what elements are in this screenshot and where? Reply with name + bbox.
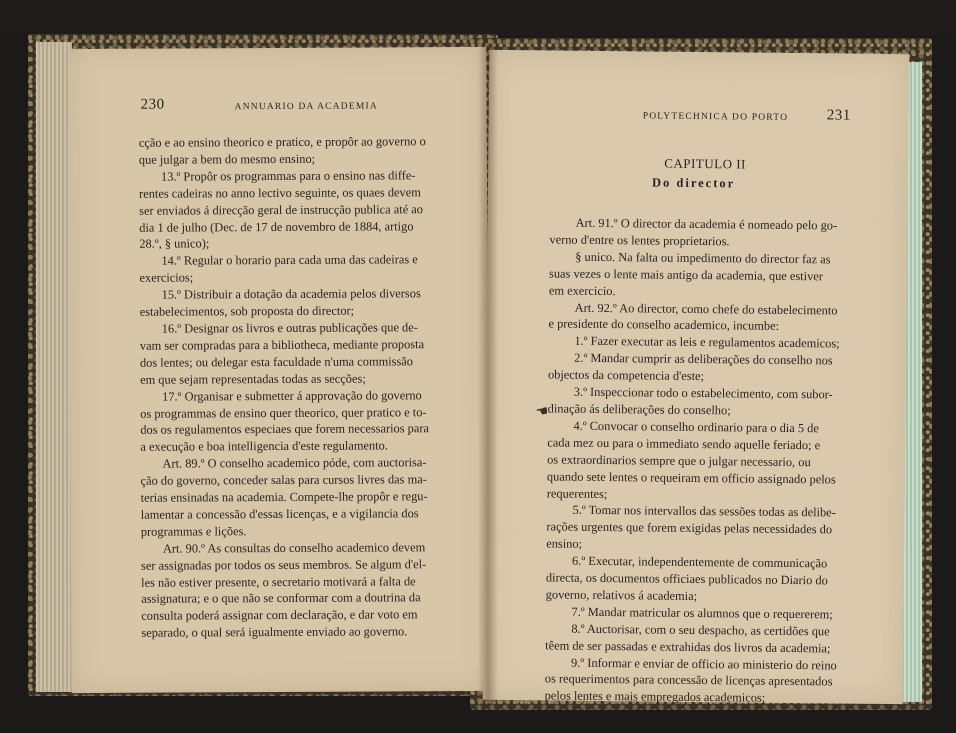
text-line: 7.º Mandar matricular os alumnos que o requererem;	[571, 604, 833, 622]
text-line: rentes cadeiras no anno lectivo seguinte, os quaes devem	[139, 184, 421, 201]
text-line: 3.º Inspeccionar todo o estabelecimento, com subor-	[573, 384, 833, 402]
text-line: 1.º Fazer executar as leis e regulamentos academicos;	[574, 334, 840, 351]
right-page-number: 231	[826, 107, 851, 124]
text-line: les não estiver presente, o secretario motivará a falta de	[141, 573, 416, 590]
text-line: lamentar a concessão d'essas licenças, e a vigilancia dos	[140, 506, 419, 522]
chapter-heading: CAPITULO II	[664, 155, 746, 172]
text-line: em exercicio.	[548, 283, 616, 298]
text-line: quando sete lentes o requeiram em officio assignado pelos	[546, 469, 836, 487]
text-line: terias ensinadas na academia. Compete-lhe propôr e regu-	[140, 489, 428, 505]
left-page	[68, 47, 489, 693]
left-page-text	[139, 133, 430, 642]
text-line: Art. 90.º As consultas do conselho academico devem	[162, 539, 426, 556]
left-running-header: ANNUARIO DA ACADEMIA	[234, 101, 378, 113]
text-line: os extraordinarios sempre que o julgar necessario, ou	[547, 452, 811, 469]
text-line: 9.º Informar e enviar de officio ao ministerio do reino	[570, 655, 837, 673]
section-heading: Do director	[651, 175, 736, 191]
text-line: a execução e boa intelligencia d'este regulamento.	[140, 438, 388, 455]
pointing-hand-mark-icon: ☚	[534, 404, 550, 421]
left-page-number: 230	[140, 96, 165, 113]
text-line: separado, o qual será igualmente enviado ao governo.	[141, 624, 408, 641]
text-line: directa, os documentos officiaes publicados no Diario do	[545, 570, 828, 588]
text-line: ensino;	[546, 536, 583, 552]
text-line: os programmas de ensino quer theorico, quer pratico e to-	[140, 404, 427, 421]
text-line: têem de ser passadas e extrahidas dos livros da academia;	[545, 638, 831, 656]
book-gutter	[478, 44, 498, 704]
right-page	[483, 50, 910, 704]
text-line: que julgar a bem do mesmo ensino;	[138, 151, 316, 167]
text-line: 2.º Mandar cumprir as deliberações do conselho nos	[574, 350, 833, 368]
background	[0, 0, 956, 36]
text-line: cção e ao ensino theorico e pratico, e propôr ao governo o	[138, 134, 426, 150]
text-line: 6.º Executar, independentemente de communicação	[571, 553, 828, 571]
text-line: os requerimentos para concessão de licenças apresentados	[544, 671, 833, 689]
right-page-text	[545, 214, 842, 707]
text-line: programmas e lições.	[140, 524, 247, 539]
text-line: 17.º Organisar e submetter á approvação do governo	[162, 387, 422, 404]
text-line: 5.º Tomar nos intervallos das sessões todas as delibe-	[572, 503, 836, 520]
text-line: assignatura; e o que não se conformar com a doutrina da	[141, 590, 421, 607]
text-line: dos lentes; ou delegar esta faculdade n'uma commissão	[139, 354, 414, 370]
text-line: 15.º Distribuir a dotação da academia pelos diversos	[161, 286, 421, 302]
text-line: ser enviados á direcção geral de instrucção publica até ao	[139, 201, 424, 218]
text-line: ser assignadas por todos os seus membros. Se algum d'el-	[140, 556, 427, 573]
text-line: 13.º Propôr os programmas para o ensino nas diffe-	[160, 168, 416, 184]
text-line: requerentes;	[546, 485, 608, 501]
text-line: e presidente do conselho academico, incumbe:	[548, 316, 780, 334]
text-line: 4.º Convocar o conselho ordinario para o dia 5 de	[573, 418, 819, 436]
text-line: dinação ás deliberações do conselho;	[547, 401, 731, 418]
page-edges-left	[36, 42, 72, 692]
text-line: dos os regulamentos especiaes que forem necessarios para	[140, 421, 430, 438]
text-line: § unico. Na falta ou impedimento do director faz as	[575, 249, 831, 267]
text-line: dia 1 de julho (Dec. de 17 de novembro de 1884, artigo	[139, 218, 414, 235]
text-line: 28.º, § unico);	[139, 236, 210, 252]
text-line: rações urgentes que forem exigidas pelas necessidades do	[546, 519, 833, 537]
text-line: suas vezes o lente mais antigo da academia, que estiver	[549, 266, 824, 284]
text-line: consulta poderá assignar com declaração, e dar voto em	[141, 607, 418, 624]
text-line: Art. 91.º O director da academia é nomeado pelo go-	[575, 215, 838, 233]
text-line: verno d'entre os lentes proprietarios.	[549, 232, 730, 249]
right-running-header: POLYTECHNICA DO PORTO	[642, 111, 789, 123]
text-line: objectos da competencia d'este;	[547, 367, 705, 384]
text-line: exercicios;	[139, 270, 194, 285]
text-line: governo, relativos á academia;	[545, 587, 698, 603]
text-line: Art. 92.º Ao director, como chefe do estabelecimento	[574, 300, 838, 318]
text-line: Art. 89.º O conselho academico póde, com auctorisa-	[162, 455, 427, 471]
text-line: em que sejam representadas todas as secções;	[140, 371, 366, 387]
text-line: 16.º Designar os livros e outras publicações que de-	[161, 320, 418, 336]
text-line: pelos lentes e mais empregados academicos;	[544, 688, 766, 706]
text-line: cada mez ou para o immediato sendo aquelle feriado; e	[547, 435, 821, 453]
text-line: vam ser compradas para a bibliotheca, mediante proposta	[139, 337, 425, 353]
text-line: ção do governo, conceder salas para cursos livres das ma-	[140, 472, 427, 488]
text-line: estabelecimentos, sob proposta do director;	[139, 303, 355, 319]
text-line: 8.º Auctorisar, com o seu despacho, as certidões que	[571, 621, 830, 639]
text-line: 14.º Regular o horario para cada uma das cadeiras e	[161, 252, 418, 268]
